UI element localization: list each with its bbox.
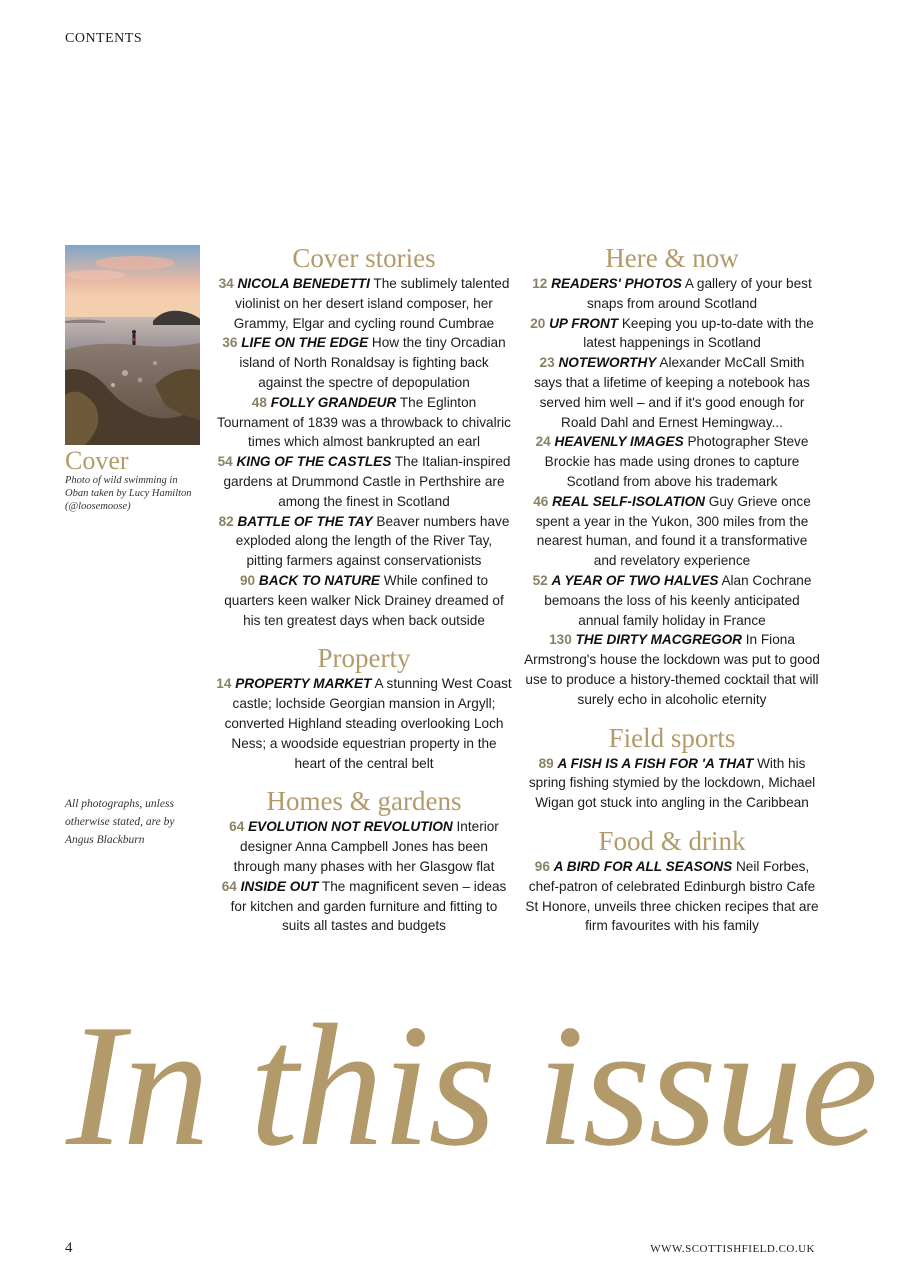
entry-page: 34 — [218, 276, 234, 291]
contents-right-column — [524, 238, 820, 936]
section-property — [216, 642, 512, 773]
entry-heading: PROPERTY MARKET — [235, 676, 372, 692]
toc-entry[interactable] — [216, 571, 512, 630]
entry-page: 24 — [535, 434, 551, 450]
section-homes-gardens — [216, 785, 512, 936]
entry-text: Beaver numbers have exploded along the length of the River Tay, pitting farmers against conservationists — [235, 513, 510, 569]
entry-page: 12 — [532, 276, 548, 291]
entry-text: The Eglinton Tournament of 1839 was a throwback to chivalric times which almost bankrupted an earl — [217, 394, 511, 450]
entry-page: 64 — [221, 878, 237, 894]
entry-page: 54 — [217, 454, 233, 470]
toc-entry[interactable] — [524, 571, 820, 630]
entry-text: Interior designer Anna Campbell Jones has been through many phases with her Glasgow flat — [233, 819, 499, 874]
cover-photo — [65, 245, 200, 445]
section-title: Here & now — [605, 243, 739, 273]
photo-credit: All photographs, unless otherwise stated, are by Angus Blackburn — [65, 798, 175, 846]
entry-text: How the tiny Orcadian island of North Ronaldsay is fighting back against the spectre of depopulation — [239, 335, 506, 390]
entry-page: 52 — [532, 572, 548, 588]
toc-entry[interactable] — [524, 432, 820, 491]
entry-page: 36 — [222, 335, 238, 351]
entry-text: Alexander McCall Smith says that a lifetime of keeping a notebook has served him well – and if it's good enough for Roald Dahl and Ernest Hemingway... — [534, 355, 810, 430]
toc-entry[interactable] — [524, 492, 820, 571]
entry-page: 64 — [229, 819, 245, 835]
entry-heading: BACK TO NATURE — [258, 572, 380, 588]
page-number: 4 — [65, 1240, 73, 1256]
entry-text: With his spring fishing stymied by the lockdown, Michael Wigan got stuck into angling in the Caribbean — [528, 755, 816, 811]
entry-heading: REAL SELF-ISOLATION — [552, 493, 705, 509]
entry-text: In Fiona Armstrong's house the lockdown was put to good use to produce a history-themed cocktail that will surely echo in alcoholic eternity — [524, 632, 820, 707]
entry-page: 20 — [530, 315, 546, 331]
toc-entry[interactable] — [216, 817, 512, 876]
toc-entry[interactable] — [216, 274, 512, 333]
toc-entry[interactable] — [216, 512, 512, 571]
entry-page: 14 — [216, 676, 232, 692]
section-title: Property — [317, 643, 411, 674]
entry-heading: A BIRD FOR ALL SEASONS — [553, 858, 733, 874]
section-cover-stories — [216, 242, 512, 630]
entry-page: 130 — [549, 632, 572, 648]
entry-text: A gallery of your best snaps from around Scotland — [586, 276, 812, 311]
section-title: Cover stories — [292, 243, 436, 273]
entry-page: 48 — [251, 394, 267, 410]
entry-heading: HEAVENLY IMAGES — [554, 434, 684, 450]
toc-entry[interactable] — [524, 274, 820, 314]
section-title: Homes & gardens — [266, 786, 462, 817]
entry-text: A stunning West Coast castle; lochside Georgian mansion in Argyll; converted Highland steading overlooking Loch Ness; a woodside equestrian property in the heart of the central belt — [224, 676, 512, 771]
entry-heading: INSIDE OUT — [240, 878, 319, 894]
entry-heading: LIFE ON THE EDGE — [241, 335, 369, 351]
entry-text: Keeping you up-to-date with the latest happenings in Scotland — [583, 315, 814, 351]
section-title: Food & drink — [598, 825, 746, 856]
entry-heading: READERS' PHOTOS — [551, 276, 682, 291]
toc-entry[interactable] — [524, 353, 820, 432]
entry-page: 90 — [239, 572, 256, 588]
entry-heading: NOTEWORTHY — [558, 355, 657, 371]
section-food-drink — [524, 825, 820, 936]
entry-text: Alan Cochrane bemoans the loss of his keenly anticipated annual family holiday in France — [544, 572, 812, 628]
entry-text: Guy Grieve once spent a year in the Yukon, 300 miles from the nearest human, and found it a transformative and revelatory experience — [535, 493, 811, 569]
toc-entry[interactable] — [216, 333, 512, 392]
page-title: In this issue — [66, 988, 877, 1182]
toc-entry[interactable] — [524, 630, 820, 709]
section-here-now — [524, 242, 820, 710]
entry-page: 89 — [538, 755, 554, 771]
cover-title: Cover — [65, 446, 129, 475]
entry-page: 96 — [534, 858, 550, 874]
toc-entry[interactable] — [216, 452, 512, 511]
entry-text: Neil Forbes, chef-patron of celebrated Edinburgh bistro Cafe St Honore, unveils three chicken recipes that are firm favourites with his family — [525, 858, 819, 934]
toc-entry[interactable] — [216, 877, 512, 936]
entry-text: Photographer Steve Brockie has made using drones to capture Scotland from above his trademark — [544, 434, 809, 489]
entry-heading: EVOLUTION NOT REVOLUTION — [248, 819, 453, 835]
entry-page: 82 — [218, 513, 234, 529]
contents-left-column — [216, 238, 512, 936]
cover-image — [65, 245, 200, 445]
entry-heading: THE DIRTY MACGREGOR — [575, 632, 742, 648]
entry-text: The magnificent seven – ideas for kitchen and garden furniture and fitting to suits all tastes and budgets — [230, 878, 507, 934]
entry-text: While confined to quarters keen walker Nick Drainey dreamed of his ten greatest days when back outside — [224, 572, 504, 628]
entry-heading: UP FRONT — [549, 315, 619, 331]
toc-entry[interactable] — [524, 314, 820, 354]
section-field-sports — [524, 722, 820, 813]
entry-heading: A FISH IS A FISH FOR 'A THAT — [557, 755, 754, 771]
section-header: CONTENTS — [65, 31, 143, 46]
entry-heading: KING OF THE CASTLES — [236, 454, 392, 470]
entry-page: 46 — [533, 493, 549, 509]
entry-text: The sublimely talented violinist on her desert island composer, her Grammy, Elgar and cycling round Cumbrae — [233, 276, 510, 331]
cover-caption: Photo of wild swimming in Oban taken by Lucy Hamilton (@loosemoose) — [65, 475, 192, 512]
entry-heading: FOLLY GRANDEUR — [270, 394, 397, 410]
toc-entry[interactable] — [524, 857, 820, 936]
entry-heading: BATTLE OF THE TAY — [237, 513, 373, 529]
entry-heading: A YEAR OF TWO HALVES — [551, 572, 719, 588]
entry-page: 23 — [539, 355, 555, 371]
toc-entry[interactable] — [216, 393, 512, 452]
toc-entry[interactable] — [524, 754, 820, 813]
toc-entry[interactable] — [216, 674, 512, 773]
website-link[interactable]: WWW.SCOTTISHFIELD.CO.UK — [650, 1243, 815, 1255]
section-title: Field sports — [608, 722, 736, 753]
entry-heading: NICOLA BENEDETTI — [237, 276, 370, 291]
entry-text: The Italian-inspired gardens at Drummond Castle in Perthshire are among the finest in Scotland — [223, 454, 511, 509]
